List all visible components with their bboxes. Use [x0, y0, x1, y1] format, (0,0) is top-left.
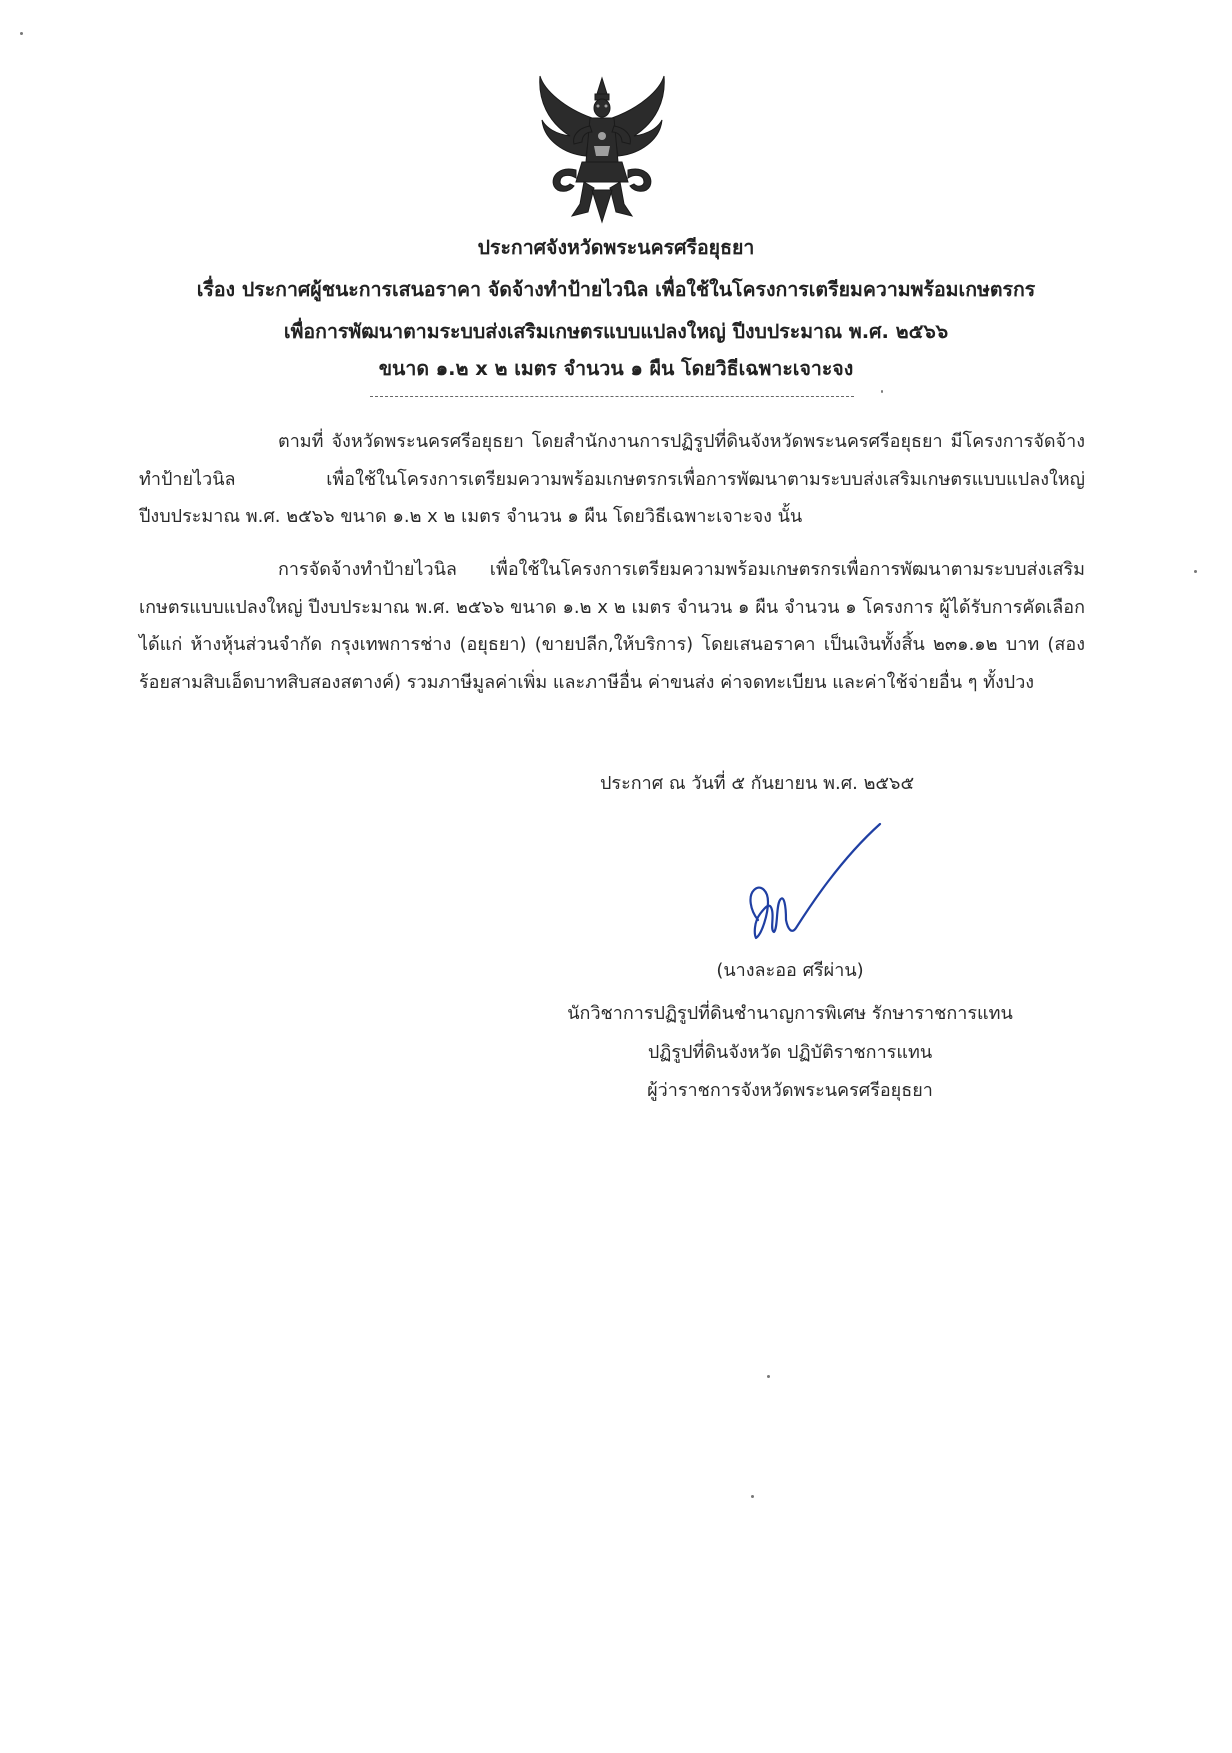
handwritten-signature-icon: [740, 810, 900, 950]
signatory-position-1: นักวิชาการปฏิรูปที่ดินชำนาญการพิเศษ รักษาราชการแทน: [567, 1003, 1013, 1024]
scan-speck: [767, 1375, 770, 1378]
body-paragraph-1: ตามที่ จังหวัดพระนครศรีอยุธยา โดยสำนักงานการปฏิรูปที่ดินจังหวัดพระนครศรีอยุธยา มีโครงการจัดจ้างทำป้ายไวนิล เพื่อใช้ในโครงการเตรียมความพร้อมเกษตรกรเพื่อการพัฒนาตามระบบส่งเสริมเกษตรแบบแปลงใหญ่ ปีงบประมาณ พ.ศ. ๒๕๖๖ ขนาด ๑.๒ x ๒ เมตร จำนวน ๑ ผืน โดยวิธีเฉพาะเจาะจง นั้น: [139, 431, 1085, 527]
garuda-emblem-icon: [534, 70, 670, 230]
signatory-position-3: ผู้ว่าราชการจังหวัดพระนครศรีอยุธยา: [647, 1080, 933, 1101]
subject-line-2: เพื่อการพัฒนาตามระบบส่งเสริมเกษตรแบบแปลงใหญ่ ปีงบประมาณ พ.ศ. ๒๕๖๖: [283, 320, 949, 343]
scan-speck: [20, 32, 23, 35]
dashed-divider: [370, 396, 854, 397]
subject-line-3: ขนาด ๑.๒ x ๒ เมตร จำนวน ๑ ผืน โดยวิธีเฉพาะเจาะจง: [378, 357, 854, 380]
signatory-name: (นางละออ ศรีผ่าน): [716, 960, 864, 981]
announcement-date: ประกาศ ณ วันที่ ๕ กันยายน พ.ศ. ๒๕๖๕: [600, 773, 915, 794]
subject-line-1: เรื่อง ประกาศผู้ชนะการเสนอราคา จัดจ้างทำป้ายไวนิล เพื่อใช้ในโครงการเตรียมความพร้อมเกษตรกร: [196, 278, 1036, 301]
scan-speck: [751, 1495, 754, 1498]
signatory-position-2: ปฏิรูปที่ดินจังหวัด ปฏิบัติราชการแทน: [647, 1042, 933, 1063]
scan-speck: [1194, 570, 1197, 573]
scan-speck: [881, 390, 883, 393]
document-title: ประกาศจังหวัดพระนครศรีอยุธยา: [477, 236, 755, 259]
body-paragraph-2: การจัดจ้างทำป้ายไวนิล เพื่อใช้ในโครงการเตรียมความพร้อมเกษตรกรเพื่อการพัฒนาตามระบบส่งเสริมเกษตรแบบแปลงใหญ่ ปีงบประมาณ พ.ศ. ๒๕๖๖ ขนาด ๑.๒ x ๒ เมตร จำนวน ๑ ผืน จำนวน ๑ โครงการ ผู้ได้รับการคัดเลือก ได้แก่ ห้างหุ้นส่วนจำกัด กรุงเทพการช่าง (อยุธยา) (ขายปลีก,ให้บริการ) โดยเสนอราคา เป็นเงินทั้งสิ้น ๒๓๑.๑๒ บาท (สองร้อยสามสิบเอ็ดบาทสิบสองสตางค์) รวมภาษีมูลค่าเพิ่ม และภาษีอื่น ค่าขนส่ง ค่าจดทะเบียน และค่าใช้จ่ายอื่น ๆ ทั้งปวง: [139, 559, 1085, 693]
